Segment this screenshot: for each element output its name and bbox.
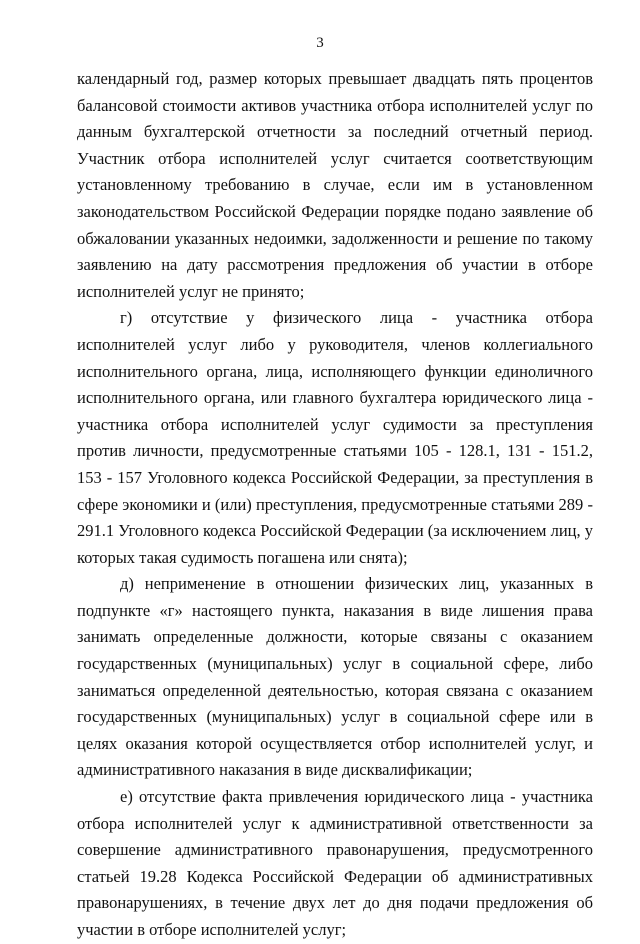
paragraph-item-g: г) отсутствие у физического лица - участника отбора исполнителей услуг либо у руководителя, членов коллегиального исполнительного органа, лица, исполняющего функции единоличного исполнительного органа, или главного бухгалтера юридического лица - участника отбора исполнителей услуг судимости за преступления против личности, предусмотренные статьями 105 - 128.1, 131 - 151.2, 153 - 157 Уголовного кодекса Российской Федерации, за преступления в сфере экономики и (или) преступления, предусмотренные статьями 289 - 291.1 Уголовного кодекса Российской Федерации (за исключением лиц, у которых такая судимость погашена или снята); xyxy=(77,308,593,567)
page-number: 3 xyxy=(316,35,324,51)
paragraph-continuation: календарный год, размер которых превышает двадцать пять процентов балансовой стоимости активов участника отбора исполнителей услуг по данным бухгалтерской отчетности за последний отчетный период. Участник отбора исполнителей услуг считается соответствующим установленному требованию в случае, если им в установленном законодательством Российской Федерации порядке подано заявление об обжаловании указанных недоимки, задолженности и решение по такому заявлению на дату рассмотрения предложения об участии в отборе исполнителей услуг не принято; xyxy=(77,69,593,301)
document-body xyxy=(77,66,593,944)
paragraph-item-d: д) неприменение в отношении физических лиц, указанных в подпункте «г» настоящего пункта, наказания в виде лишения права занимать определенные должности, которые связаны с оказанием государственных (муниципальных) услуг в социальной сфере, либо заниматься определенной деятельностью, которая связана с оказанием государственных (муниципальных) услуг в социальной сфере или в целях оказания которой осуществляется отбор исполнителей услуг, и административного наказания в виде дисквалификации; xyxy=(77,574,593,780)
paragraph-item-e: е) отсутствие факта привлечения юридического лица - участника отбора исполнителей услуг к административной ответственности за совершение административного правонарушения, предусмотренного статьей 19.28 Кодекса Российской Федерации об административных правонарушениях, в течение двух лет до дня подачи предложения об участии в отборе исполнителей услуг; xyxy=(77,787,593,939)
